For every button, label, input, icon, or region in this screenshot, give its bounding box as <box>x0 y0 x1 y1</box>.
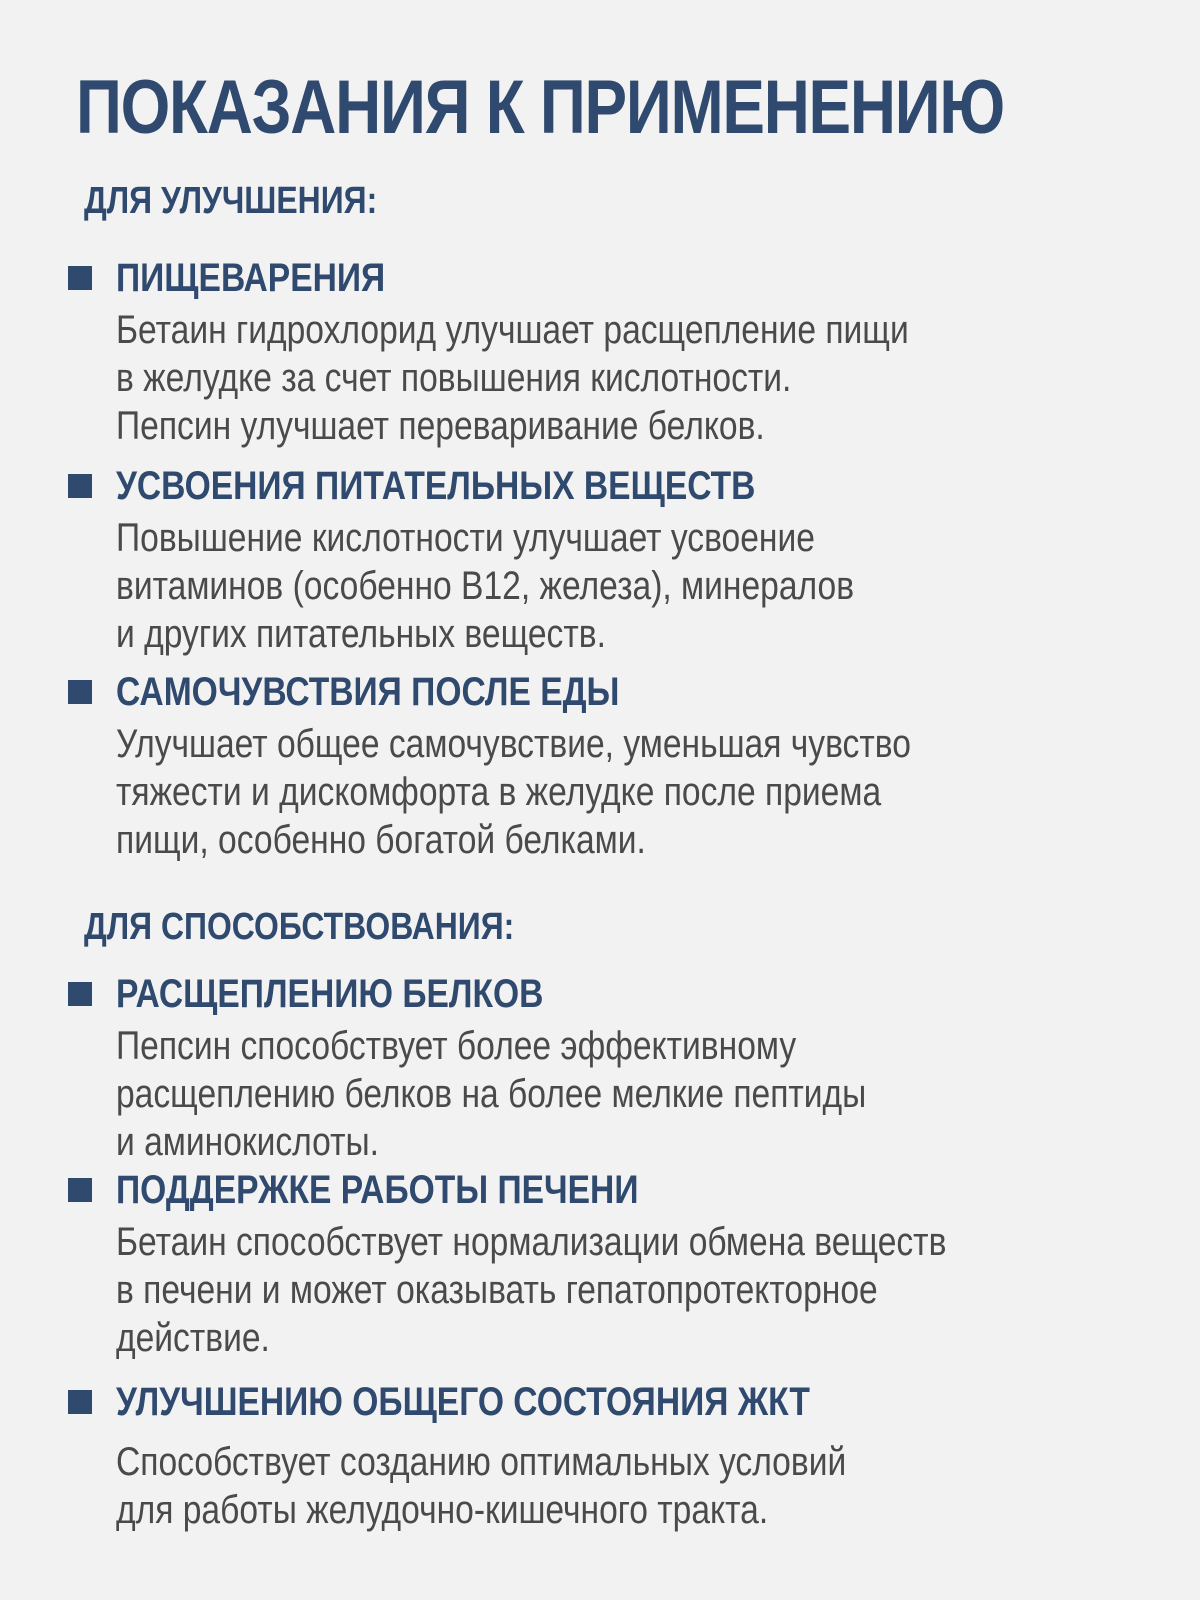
description-line: расщеплению белков на более мелкие пептиды <box>116 1072 867 1116</box>
item-title: РАСЩЕПЛЕНИЮ БЕЛКОВ <box>116 972 544 1016</box>
square-bullet-icon <box>68 680 92 704</box>
description-line: тяжести и дискомфорта в желудке после приема <box>116 770 882 814</box>
item-title: САМОЧУВСТВИЯ ПОСЛЕ ЕДЫ <box>116 670 620 714</box>
description-line: действие. <box>116 1316 270 1360</box>
item-title: ПОДДЕРЖКЕ РАБОТЫ ПЕЧЕНИ <box>116 1168 639 1212</box>
list-item-gi-tract-condition <box>68 1376 1168 1534</box>
square-bullet-icon <box>68 266 92 290</box>
description-line: пищи, особенно богатой белками. <box>116 818 646 862</box>
item-description <box>116 720 1168 864</box>
description-line: и других питательных веществ. <box>116 612 606 656</box>
description-line: Улучшает общее самочувствие, уменьшая чувство <box>116 722 911 766</box>
square-bullet-icon <box>68 1390 92 1414</box>
item-description <box>116 1218 1168 1362</box>
item-description <box>116 1022 1168 1166</box>
square-bullet-icon <box>68 982 92 1006</box>
description-line: Пепсин способствует более эффективному <box>116 1024 797 1068</box>
description-line: для работы желудочно-кишечного тракта. <box>116 1488 769 1532</box>
description-line: Повышение кислотности улучшает усвоение <box>116 516 815 560</box>
square-bullet-icon <box>68 474 92 498</box>
page-title: ПОКАЗАНИЯ К ПРИМЕНЕНИЮ <box>76 65 1004 150</box>
description-line: и аминокислоты. <box>116 1120 379 1164</box>
description-line: в желудке за счет повышения кислотности. <box>116 356 792 400</box>
list-item-digestion <box>68 252 1168 450</box>
description-line: витаминов (особенно B12, железа), минералов <box>116 564 855 608</box>
section-heading-support: ДЛЯ СПОСОБСТВОВАНИЯ: <box>84 906 515 948</box>
description-line: Пепсин улучшает переваривание белков. <box>116 404 765 448</box>
list-item-wellbeing-after-meal <box>68 666 1168 864</box>
list-item-liver-support <box>68 1164 1168 1362</box>
description-line: Бетаин гидрохлорид улучшает расщепление пищи <box>116 308 909 352</box>
item-title: УСВОЕНИЯ ПИТАТЕЛЬНЫХ ВЕЩЕСТВ <box>116 464 756 508</box>
list-item-nutrient-absorption <box>68 460 1168 658</box>
section-heading-improvement: ДЛЯ УЛУЧШЕНИЯ: <box>84 180 378 222</box>
description-line: Бетаин способствует нормализации обмена веществ <box>116 1220 947 1264</box>
description-line: в печени и может оказывать гепатопротекторное <box>116 1268 878 1312</box>
item-description <box>116 306 1168 450</box>
item-description <box>116 1438 1168 1534</box>
item-title: УЛУЧШЕНИЮ ОБЩЕГО СОСТОЯНИЯ ЖКТ <box>116 1380 810 1424</box>
item-description <box>116 514 1168 658</box>
list-item-protein-breakdown <box>68 968 1168 1166</box>
item-title: ПИЩЕВАРЕНИЯ <box>116 256 386 300</box>
description-line: Способствует созданию оптимальных условий <box>116 1440 847 1484</box>
square-bullet-icon <box>68 1178 92 1202</box>
